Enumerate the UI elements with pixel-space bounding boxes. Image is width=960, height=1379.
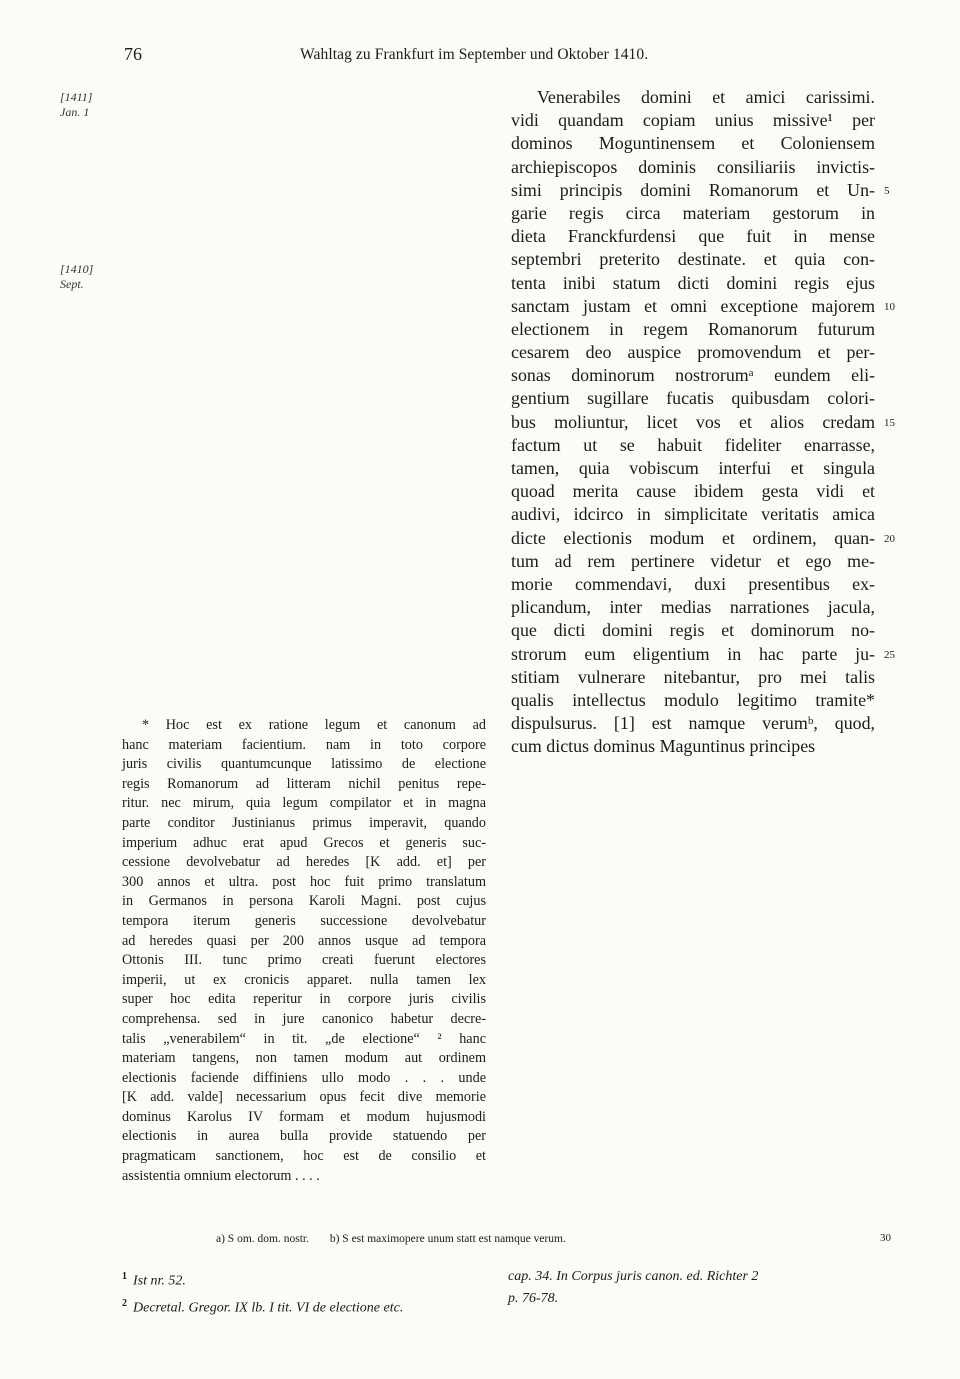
side-note-line: materiam tangens, non tamen modum aut ordinem (122, 1050, 486, 1067)
footnotes-left (122, 1266, 403, 1319)
line-number: 15 (884, 416, 895, 429)
text-line: sonas dominorum nostrorumᵃ eundem eli- (511, 365, 875, 386)
side-note (122, 716, 486, 1186)
footnote-2-continued: cap. 34. In Corpus juris canon. ed. Richter 2 (508, 1269, 759, 1284)
side-note-line: assistentia omnium electorum . . . . (122, 1167, 320, 1184)
margin-note-year: [1410] (60, 262, 94, 276)
footnote-1-number: 1 (122, 1271, 127, 1282)
page-number: 76 (124, 44, 142, 64)
side-note-line: tempora iterum generis successione devolvebatur (122, 912, 486, 929)
line-number: 5 (884, 184, 890, 197)
text-line: archiepiscopos dominis consiliariis invictis- (511, 156, 875, 177)
side-note-line: cessione devolvebatur ad heredes [K add. et] per (122, 854, 486, 871)
apparatus-line-number: 30 (880, 1232, 891, 1244)
side-note-line: regis Romanorum ad litteram nichil penitus repe- (122, 775, 486, 792)
text-line: cesarem deo auspice promovendum et per- (511, 342, 875, 363)
text-line: que dicti domini regis et dominorum no- (511, 620, 875, 641)
text-line: tamen, quia vobiscum interfui et singula (511, 458, 875, 478)
text-line: plicandum, inter medias narrationes jacula, (511, 597, 875, 618)
text-line: vidi quandam copiam unius missive¹ per (511, 110, 875, 131)
side-note-line: 300 annos et ultra. post hoc fuit primo translatum (122, 873, 486, 890)
line-number: 20 (884, 532, 895, 545)
text-line: strorum eum eligentium in hac parte ju- (511, 643, 875, 664)
side-note-line: talis „venerabilem“ in tit. „de electione“ ² hanc (122, 1030, 486, 1047)
text-line: tenta inibi statum dicti domini regis ejus (511, 272, 875, 293)
text-line: dieta Franckfurdensi que fuit in mense (511, 226, 875, 247)
text-line: stitiam vulnerare nitebantur, pro mei talis (511, 666, 875, 687)
text-line: morie commendavi, duxi presentibus ex- (511, 573, 875, 594)
side-note-line: imperii, ut ex cronicis apparet. nulla tamen lex (122, 971, 486, 988)
main-text (511, 86, 875, 758)
text-line: Venerabiles domini et amici carissimi. (537, 87, 875, 107)
text-line: quoad merita cause ibidem gesta vidi et (511, 481, 875, 502)
text-line: simi principis domini Romanorum et Un- (511, 179, 875, 200)
text-line: dicte electionis modum et ordinem, quan- (511, 527, 875, 548)
footnote-2 (122, 1293, 403, 1320)
side-note-line: imperium adhuc erat apud Grecos et generis suc- (122, 834, 486, 851)
side-note-line: dominus Karolus IV formam et modum hujusmodi (122, 1108, 486, 1125)
text-line: qualis intellectus modulo legitimo tramite* (511, 689, 875, 710)
margin-note-date: Sept. (60, 277, 84, 291)
side-note-line: electionis in aurea bulla provide statuendo per (122, 1128, 486, 1145)
footnotes-right (508, 1266, 758, 1310)
side-note-line: ritur. nec mirum, quia legum compilator et in magna (122, 795, 486, 812)
text-line: factum ut se habuit fideliter enarrasse, (511, 434, 875, 455)
text-line: gentium sugillare fucatis quibusdam colori- (511, 388, 875, 409)
side-note-line: in Germanos in persona Karoli Magni. post cujus (122, 893, 486, 910)
margin-note-date: Jan. 1 (60, 105, 90, 119)
side-note-line: super hoc edita reperitur in corpore juris civilis (122, 991, 486, 1008)
text-line: electionem in regem Romanorum futurum (511, 318, 875, 339)
footnote-1 (122, 1266, 403, 1293)
side-note-line: electionis faciende diffiniens ullo modo . . . unde (122, 1069, 486, 1086)
text-line: garie regis circa materiam gestorum in (511, 202, 875, 223)
side-note-line: Ottonis III. tunc primo creati fuerunt electores (122, 952, 486, 969)
line-number: 10 (884, 300, 895, 313)
side-note-line: parte conditor Justinianus primus imperavit, quando (122, 814, 486, 831)
margin-note (60, 262, 93, 292)
text-line: dispulsurus. [1] est namque verumᵇ, quod, (511, 713, 875, 734)
side-note-line: pragmaticam sanctionem, hoc est de consilio et (122, 1148, 486, 1165)
line-number: 25 (884, 648, 895, 661)
text-line: bus moliuntur, licet vos et alios credam (511, 411, 875, 432)
footnote-2-text: Decretal. Gregor. IX lb. I tit. VI de electione etc. (133, 1300, 404, 1316)
footnote-2-number: 2 (122, 1297, 127, 1309)
text-line: audivi, idcirco in simplicitate veritatis amica (511, 504, 875, 525)
text-line: tum ad rem pertinere videtur et ego me- (511, 550, 875, 571)
side-note-line: ad heredes quasi per 200 annos usque ad tempora (122, 932, 486, 949)
margin-note-year: [1411] (60, 90, 93, 104)
critical-apparatus (216, 1233, 566, 1245)
footnote-1-text: Ist nr. 52. (133, 1273, 186, 1289)
text-line: cum dictus dominus Maguntinus principes (511, 736, 816, 757)
running-title: Wahltag zu Frankfurt im September und Oktober 1410. (300, 46, 649, 63)
side-note-line: juris civilis quantumcunque latissimo de electione (122, 756, 486, 773)
side-note-line: [K add. valde] necessarium opus fecit dive memorie (122, 1089, 486, 1106)
margin-note (60, 90, 92, 120)
side-note-line: hanc materiam facientium. nam in toto corpore (122, 736, 486, 753)
text-line: dominos Moguntinensem et Coloniensem (511, 133, 875, 154)
side-note-line: * Hoc est ex ratione legum et canonum ad (142, 717, 486, 733)
apparatus-note-a: a) S om. dom. nostr. (216, 1233, 309, 1245)
footnote-2-continued-2: p. 76-78. (508, 1291, 559, 1306)
apparatus-note-b: b) S est maximopere unum statt est namque verum. (329, 1233, 566, 1245)
text-line: septembri preterito destinate. et quia con- (511, 249, 875, 270)
side-note-line: comprehensa. sed in jure canonico habetur decre- (122, 1010, 486, 1027)
text-line: sanctam justam et omni exceptione majorem (511, 295, 875, 316)
